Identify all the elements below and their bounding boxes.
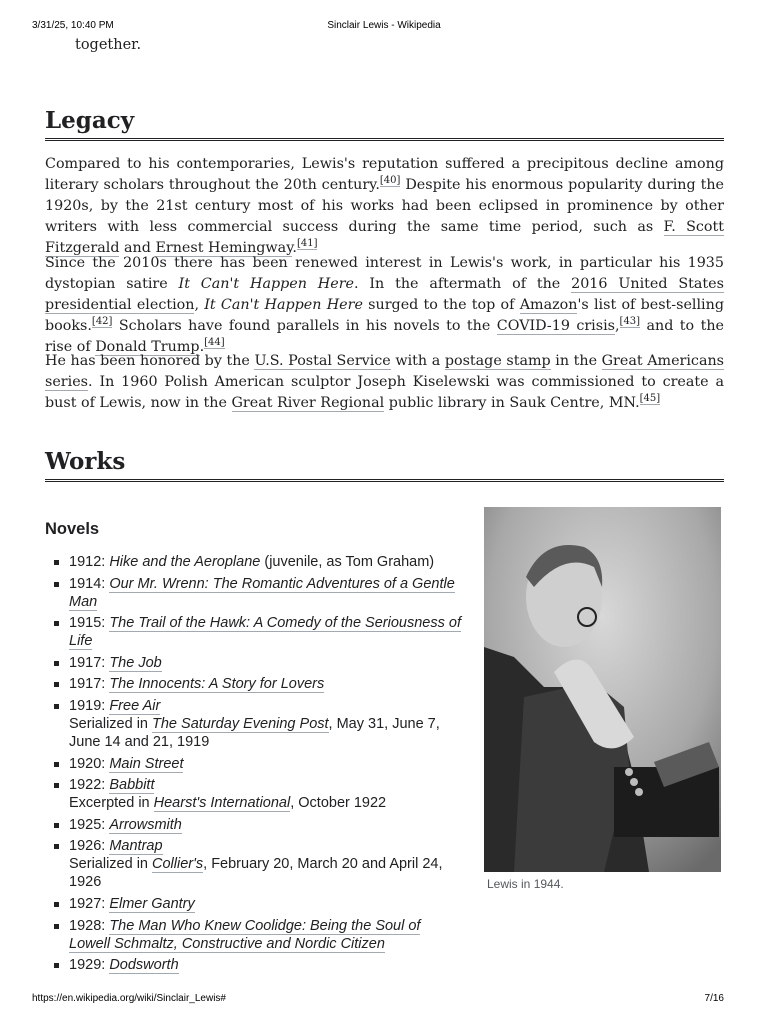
novel-title-link[interactable]: Dodsworth <box>109 957 179 974</box>
list-item <box>45 697 465 751</box>
link-postage-stamp[interactable]: postage stamp <box>444 353 551 369</box>
link-f-scott-fitzgerald[interactable]: F. Scott Fitzgerald <box>45 219 724 256</box>
lewis-portrait-image[interactable] <box>484 507 721 872</box>
legacy-paragraph-3: He has been honored by the U.S. Postal Service with a postage stamp in the Great Americans series. In 1960 Polish American sculptor Joseph Kiselewski was commissioned to create a bust of Lewis, now in the Great River Regional public library in Sauk Centre, MN.[45] <box>45 353 725 411</box>
citation-40[interactable]: [40] <box>379 175 401 187</box>
list-item <box>45 553 465 571</box>
print-page-title: Sinclair Lewis - Wikipedia <box>327 20 441 31</box>
novel-year: 1927: <box>69 895 110 912</box>
citation-41[interactable]: [41] <box>296 238 318 250</box>
novel-title-link[interactable]: The Trail of the Hawk: A Comedy of the Seriousness of Life <box>69 615 461 650</box>
link-us-postal-service[interactable]: U.S. Postal Service <box>254 353 391 369</box>
novel-year: 1920: <box>69 755 110 772</box>
works-heading: Works <box>45 448 724 482</box>
novel-note: (juvenile, as Tom Graham) <box>260 554 435 570</box>
novel-year: 1926: <box>69 838 110 855</box>
novel-title-link[interactable]: The Job <box>109 654 162 671</box>
publication-link[interactable]: Hearst's International <box>153 795 291 812</box>
citation-45[interactable]: [45] <box>639 393 661 405</box>
list-item <box>45 675 465 693</box>
list-item <box>45 956 465 974</box>
novel-year: 1922: <box>69 777 110 794</box>
list-item <box>45 917 465 953</box>
publication-link[interactable]: The Saturday Evening Post <box>152 715 329 732</box>
link-amazon[interactable]: Amazon <box>519 297 578 313</box>
link-great-americans-series[interactable]: Great Americans series <box>45 353 725 390</box>
list-item <box>45 837 465 891</box>
novel-title-link[interactable]: The Man Who Knew Coolidge: Being the Soul of Lowell Schmaltz, Constructive and Nordic Citizen <box>69 917 421 952</box>
print-page-number: 7/16 <box>704 993 724 1004</box>
link-ernest-hemingway[interactable]: Ernest Hemingway <box>155 240 293 256</box>
legacy-paragraph-2: Since the 2010s there has been renewed interest in Lewis's work, in particular his 1935 dystopian satire It Can't Happen Here. In the aftermath of the 2016 United States presidential election, It Can't Happen Here surged to the top of Amazon's list of best-selling books.[42] Scholars have found parallels in his novels to the COVID-19 crisis,[43] and to the rise of Donald Trump.[44] <box>45 255 724 355</box>
novel-note: , May 31, June 7, June 14 and 21, 1919 <box>69 715 440 750</box>
link-2016-election[interactable]: 2016 United States presidential election <box>45 276 724 313</box>
list-item <box>45 755 465 773</box>
novel-note: Excerpted in <box>69 795 154 812</box>
novel-year: 1917: <box>69 676 110 693</box>
novel-title-link[interactable]: Free Air <box>109 697 161 714</box>
print-datetime: 3/31/25, 10:40 PM <box>32 20 114 31</box>
link-covid-19-crisis[interactable]: COVID-19 crisis <box>496 318 615 334</box>
list-item <box>45 895 465 913</box>
citation-44[interactable]: [44] <box>204 337 225 349</box>
novel-year: 1915: <box>69 615 110 632</box>
legacy-paragraph-1: Compared to his contemporaries, Lewis's reputation suffered a precipitous decline among literary scholars throughout the 20th century.[40] Despite his enormous popularity during the 1920s, by the 21st century most of his works had been eclipsed in prominence by other writers with less commercial success during the same time period, such as F. Scott Fitzgerald and Ernest Hemingway.[41] <box>45 156 724 256</box>
list-item <box>45 776 465 812</box>
novel-note: Serialized in <box>69 856 153 873</box>
novel-note: , February 20, March 20 and April 24, 1926 <box>69 856 443 891</box>
novel-title-link[interactable]: Main Street <box>109 755 184 772</box>
citation-42[interactable]: [42] <box>91 316 113 328</box>
novel-year: 1928: <box>69 917 110 934</box>
legacy-heading: Legacy <box>45 107 724 141</box>
list-item <box>45 816 465 834</box>
publication-link[interactable]: Collier's <box>152 856 204 873</box>
image-caption: Lewis in 1944. <box>487 877 564 891</box>
novel-note: Serialized in <box>69 715 153 732</box>
novel-year: 1925: <box>69 816 110 833</box>
novel-note: , October 1922 <box>290 795 387 812</box>
print-footer <box>32 993 736 1007</box>
novel-title-link[interactable]: The Innocents: A Story for Lovers <box>109 676 325 693</box>
novel-title-link[interactable]: Elmer Gantry <box>109 895 195 912</box>
novels-subheading: Novels <box>45 520 100 538</box>
novel-year: 1919: <box>69 697 110 714</box>
novel-title-link[interactable]: Our Mr. Wrenn: The Romantic Adventures of a Gentle Man <box>69 575 455 610</box>
novel-year: 1929: <box>69 957 110 974</box>
novel-year: 1914: <box>69 575 110 592</box>
citation-43[interactable]: [43] <box>619 316 641 328</box>
print-url: https://en.wikipedia.org/wiki/Sinclair_Lewis# <box>32 993 226 1004</box>
list-item <box>45 654 465 672</box>
novel-title-link[interactable]: Arrowsmith <box>109 816 182 833</box>
print-header <box>32 20 736 34</box>
continued-text: together. <box>75 37 142 53</box>
novel-year: 1917: <box>69 654 110 671</box>
list-item <box>45 575 465 611</box>
novel-title-link: Hike and the Aeroplane <box>109 554 261 570</box>
link-donald-trump[interactable]: Donald Trump <box>95 339 200 355</box>
portrait-illustration <box>484 507 721 872</box>
novel-title-link[interactable]: Mantrap <box>109 838 163 855</box>
novels-list <box>45 553 465 978</box>
novel-title-link[interactable]: Babbitt <box>109 777 155 794</box>
novel-year: 1912: <box>69 554 110 570</box>
list-item <box>45 614 465 650</box>
link-great-river-regional[interactable]: Great River Regional <box>231 395 385 411</box>
